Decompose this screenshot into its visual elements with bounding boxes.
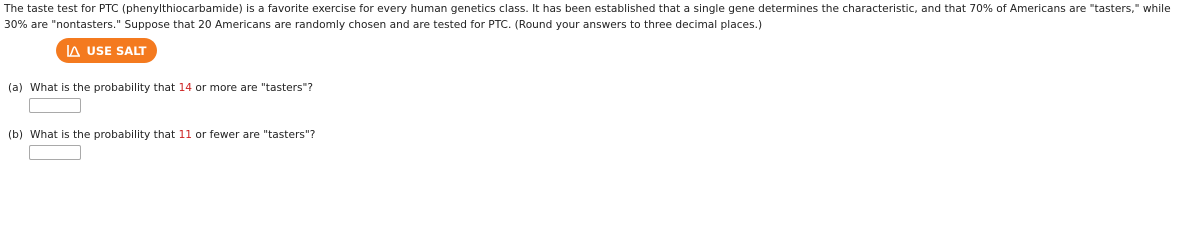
problem-statement: The taste test for PTC (phenylthiocarbamide) is a favorite exercise for every human genetics class. It has been established that a single gene determines the characteristic, and that 70% of Americans are "tasters," while 30% are "nontasters." Suppose that 20 Americans are randomly chosen and are tested for PTC. (Round your answers to three decimal places.) bbox=[4, 3, 1171, 31]
question-a bbox=[8, 81, 313, 95]
question-b-suffix: or fewer are "tasters"? bbox=[192, 129, 316, 141]
question-b-value: 11 bbox=[178, 129, 193, 141]
question-b-part: (b) bbox=[8, 129, 23, 141]
question-b bbox=[8, 128, 315, 142]
question-a-value: 14 bbox=[178, 82, 193, 94]
salt-chart-icon bbox=[67, 44, 81, 57]
question-a-prefix: What is the probability that bbox=[30, 82, 179, 94]
answer-input-b[interactable] bbox=[29, 145, 81, 160]
question-a-part: (a) bbox=[8, 82, 23, 94]
question-b-prefix: What is the probability that bbox=[30, 129, 179, 141]
answer-input-a[interactable] bbox=[29, 98, 81, 113]
question-a-suffix: or more are "tasters"? bbox=[192, 82, 314, 94]
use-salt-label: USE SALT bbox=[86, 43, 147, 58]
use-salt-button[interactable] bbox=[56, 38, 157, 63]
